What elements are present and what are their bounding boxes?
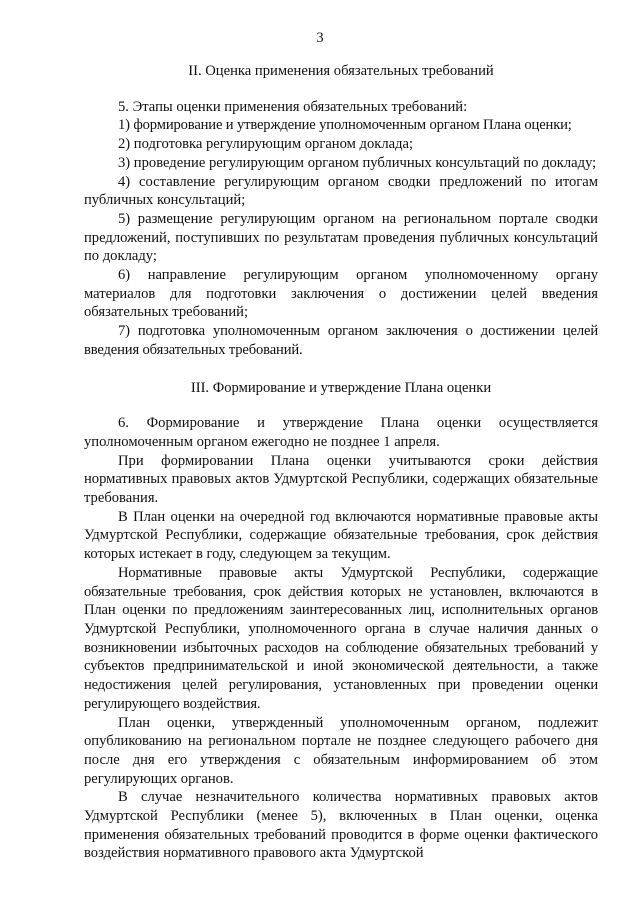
section-3-title: III. Формирование и утверждение Плана оценки xyxy=(190,379,492,396)
page-number: 3 xyxy=(316,30,324,46)
paragraph-5: 5. Этапы оценки применения обязательных требований: xyxy=(118,98,468,115)
list-item-5: 5) размещение регулирующим органом на региональном портале сводки предложений, поступивших по результатам проведения публичных консультаций по докладу; xyxy=(84,210,598,265)
list-item-7: 7) подготовка уполномоченным органом заключения о достижении целей введения обязательных требований. xyxy=(84,323,598,358)
list-item-4: 4) составление регулирующим органом сводки предложений по итогам публичных консультаций; xyxy=(84,173,598,209)
paragraph-small-count: В случае незначительного количества нормативных правовых актов Удмуртской Республики (менее 5), включенных в План оценки, оценка применения обязательных требований проводится в форме оценки фактического воздействия нормативного правового акта Удмуртской xyxy=(84,789,598,862)
list-item-2: 2) подготовка регулирующим органом доклада; xyxy=(118,136,414,153)
list-item-3: 3) проведение регулирующим органом публичных консультаций по докладу; xyxy=(118,154,597,171)
list-item-6: 6) направление регулирующим органом уполномоченному органу материалов для подготовки заключения о достижении целей введения обязательных требований; xyxy=(84,267,598,321)
paragraph-6: 6. Формирование и утверждение Плана оценки осуществляется уполномоченным органом ежегодно не позднее 1 апреля. xyxy=(84,415,598,450)
document-body xyxy=(84,60,598,863)
list-item-1: 1) формирование и утверждение уполномоченным органом Плана оценки; xyxy=(118,117,572,134)
section-2-title: II. Оценка применения обязательных требований xyxy=(188,63,494,79)
paragraph-no-term: Нормативные правовые акты Удмуртской Республики, содержащие обязательные требования, срок действия которых не установлен, включаются в План оценки по предложениям заинтересованных лиц, исполнительных органов Удмуртской Республики, уполномоченного органа в случае наличия данных о возникновении избыточных расходов на соблюдение обязательных требований у субъектов предпринимательской и иной экономической деятельности, а также недостижения целей регулирования, установленных при проведении оценки регулирующего воздействия. xyxy=(84,564,598,712)
paragraph-publication: План оценки, утвержденный уполномоченным органом, подлежит опубликованию на региональном портале не позднее следующего рабочего дня после дня его утверждения с обязательным информированием об этом регулирующих органов. xyxy=(84,714,598,787)
paragraph-next-year: В План оценки на очередной год включаются нормативные правовые акты Удмуртской Республики, содержащие обязательные требования, срок действия которых истекает в году, следующем за текущим. xyxy=(84,508,598,563)
paragraph-terms: При формировании Плана оценки учитываются сроки действия нормативных правовых актов Удмуртской Республики, содержащих обязательные требования. xyxy=(84,452,598,507)
